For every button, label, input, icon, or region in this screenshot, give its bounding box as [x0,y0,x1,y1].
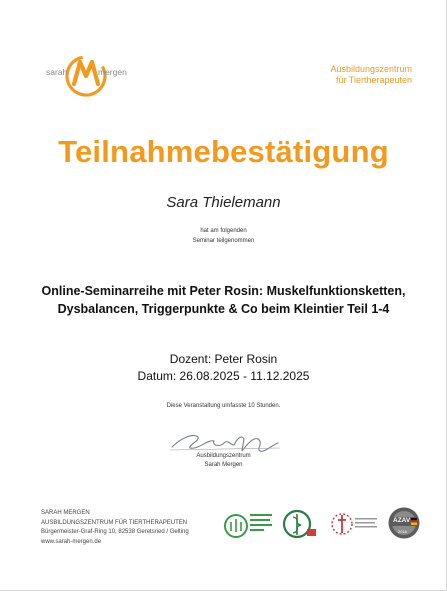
association-seal-icon [222,505,274,541]
logo-word-sarah: sarah [46,67,68,77]
course-title [30,282,417,318]
sarah-mergen-logo [28,46,143,102]
azav-year: 2018 [398,529,407,534]
signature-line-2: Sarah Mergen [204,461,243,468]
org-line-2: für Tiertherapeuten [335,75,412,85]
attended-line-2: Seminar teilgenommen [192,238,255,244]
course-title-line-1: Online-Seminarreihe mit Peter Rosin: Muskelfunktionsketten, [41,284,406,298]
course-title-line-2: Dysbalancen, Triggerpunkte & Co beim Kleintier Teil 1-4 [57,302,390,316]
footer-line-2: AUSBILDUNGSZENTRUM FÜR TIERTHERAPEUTEN [41,519,188,526]
signature-caption [0,452,447,469]
org-line-1: Ausbildungszentrum [330,64,412,74]
participant-name: Sara Thielemann [166,194,281,211]
course-dates: Datum: 26.08.2025 - 11.12.2025 [137,369,310,383]
medical-staff-icon [330,505,380,541]
azav-label: AZAV [393,517,411,524]
footer-address [41,509,189,547]
footer-line-1: SARAH MERGEN [41,510,90,516]
logo-word-mergen: mergen [98,67,127,77]
footer-line-3: Bürgermeister-Graf-Ring 10, 82538 Geretsried / Gelting [41,529,189,535]
attended-line-1: hat am folgenden [200,228,247,234]
azav-certification-badge [387,506,421,540]
caduceus-icon [280,505,318,541]
certificate-title: Teilnahmebestätigung [58,134,389,169]
lecturer: Dozent: Peter Rosin [169,352,278,366]
signature-image [168,423,283,455]
duration-note: Diese Veranstaltung umfasste 10 Stunden. [166,403,281,409]
footer-line-4: www.sarah-mergen.de [41,538,102,545]
organization-name [282,64,412,86]
signature-line-1: Ausbildungszentrum [196,453,251,459]
